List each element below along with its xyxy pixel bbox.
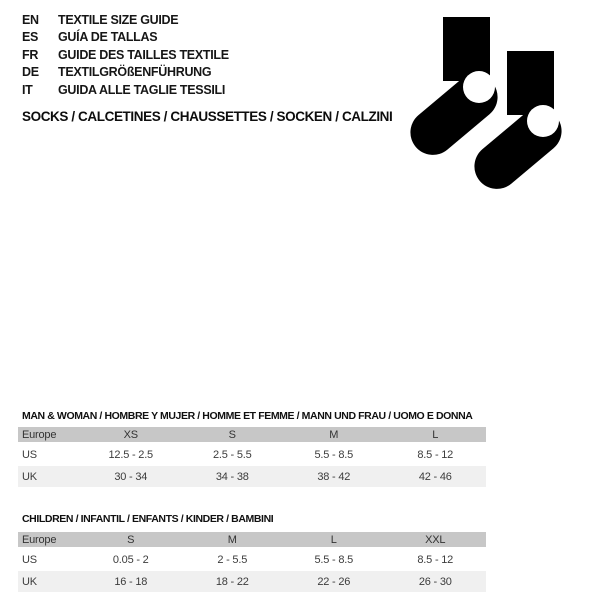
category-header: SOCKS / CALCETINES / CHAUSSETTES / SOCKEN / CALZINI bbox=[22, 109, 393, 124]
table-row-us bbox=[18, 444, 486, 465]
region-cell: UK bbox=[22, 575, 37, 588]
col-header-size: S bbox=[228, 428, 236, 441]
language-label: TEXTILE SIZE GUIDE bbox=[58, 12, 179, 27]
size-cell: 30 - 34 bbox=[114, 470, 148, 483]
col-header-size: M bbox=[227, 533, 237, 546]
size-cell: 42 - 46 bbox=[418, 470, 452, 483]
size-cell: 5.5 - 8.5 bbox=[314, 553, 354, 566]
table-header-row bbox=[18, 427, 486, 442]
size-cell: 0.05 - 2 bbox=[112, 553, 149, 566]
region-cell: US bbox=[22, 448, 37, 461]
language-code: EN bbox=[22, 12, 39, 27]
col-header-region: Europe bbox=[22, 428, 57, 441]
size-cell: 8.5 - 12 bbox=[417, 448, 454, 461]
table-header-row bbox=[18, 532, 486, 547]
size-cell: 38 - 42 bbox=[317, 470, 351, 483]
language-row-de bbox=[22, 64, 229, 82]
col-header-size: XXL bbox=[425, 533, 446, 546]
size-cell: 2.5 - 5.5 bbox=[212, 448, 252, 461]
size-cell: 26 - 30 bbox=[418, 575, 452, 588]
size-cell: 34 - 38 bbox=[215, 470, 249, 483]
children-size-table bbox=[18, 532, 486, 593]
language-row-fr bbox=[22, 46, 229, 64]
language-code: FR bbox=[22, 47, 39, 62]
table-row-uk bbox=[18, 571, 486, 592]
col-header-size: L bbox=[330, 533, 337, 546]
size-cell: 8.5 - 12 bbox=[417, 553, 454, 566]
language-code: IT bbox=[22, 82, 33, 97]
size-cell: 2 - 5.5 bbox=[217, 553, 248, 566]
language-label: GUIDE DES TAILLES TEXTILE bbox=[58, 47, 229, 62]
col-header-size: L bbox=[432, 428, 439, 441]
language-row-es bbox=[22, 29, 229, 47]
region-cell: UK bbox=[22, 470, 37, 483]
size-cell: 18 - 22 bbox=[215, 575, 249, 588]
col-header-size: S bbox=[127, 533, 135, 546]
col-header-size: M bbox=[329, 428, 339, 441]
language-row-en bbox=[22, 11, 229, 29]
table-row-us bbox=[18, 549, 486, 570]
region-cell: US bbox=[22, 553, 37, 566]
size-cell: 16 - 18 bbox=[114, 575, 148, 588]
language-label: TEXTILGRÖßENFÜHRUNG bbox=[58, 65, 212, 80]
size-cell: 22 - 26 bbox=[317, 575, 351, 588]
size-cell: 5.5 - 8.5 bbox=[314, 448, 354, 461]
language-label: GUÍA DE TALLAS bbox=[58, 30, 158, 45]
children-table-title: CHILDREN / INFANTIL / ENFANTS / KINDER / BAMBINI bbox=[22, 513, 274, 525]
language-row-it bbox=[22, 81, 229, 99]
language-code: DE bbox=[22, 65, 39, 80]
men-women-table-title: MAN & WOMAN / HOMBRE Y MUJER / HOMME ET FEMME / MANN UND FRAU / UOMO E DONNA bbox=[22, 410, 473, 422]
size-cell: 12.5 - 2.5 bbox=[108, 448, 153, 461]
language-label: GUIDA ALLE TAGLIE TESSILI bbox=[58, 82, 226, 97]
men-women-size-table bbox=[18, 427, 486, 488]
col-header-region: Europe bbox=[22, 533, 57, 546]
language-list bbox=[22, 11, 229, 99]
table-row-uk bbox=[18, 466, 486, 487]
socks-icon bbox=[402, 8, 572, 190]
language-code: ES bbox=[22, 30, 39, 45]
col-header-size: XS bbox=[123, 428, 138, 441]
